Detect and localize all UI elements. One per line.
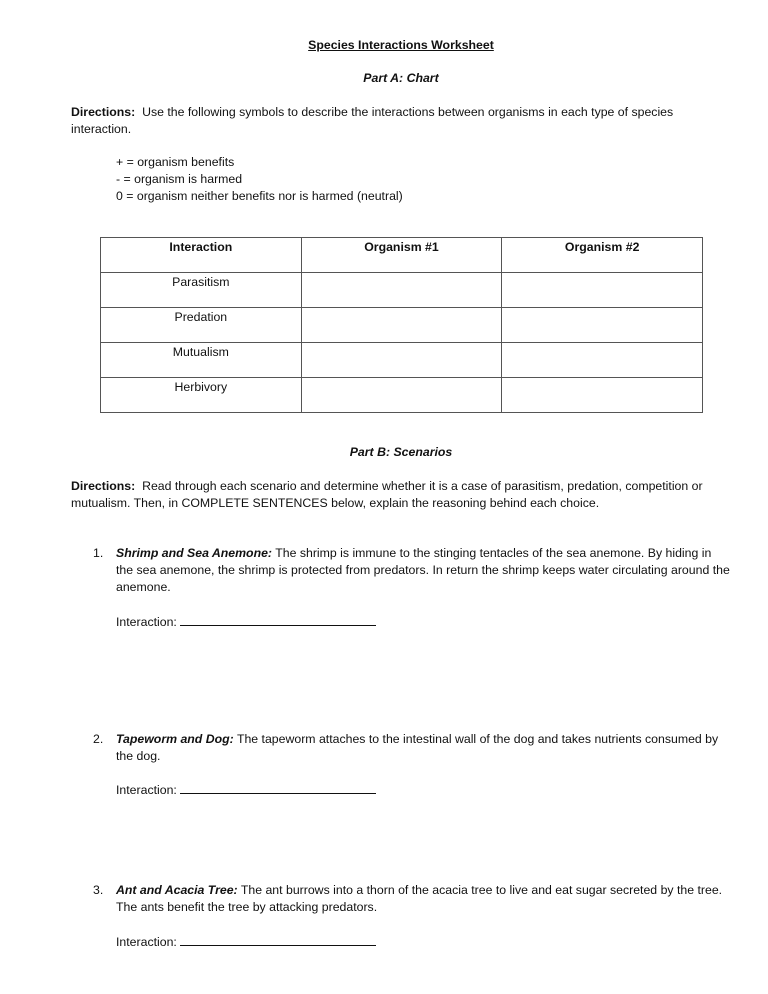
table-row bbox=[101, 378, 703, 413]
interaction-chart bbox=[100, 237, 703, 413]
scenario-number: 1. bbox=[93, 546, 104, 560]
cell-organism-1[interactable] bbox=[301, 308, 502, 343]
scenario-text bbox=[116, 731, 731, 765]
scenario-lead: Ant and Acacia Tree: bbox=[116, 883, 238, 897]
cell-interaction: Herbivory bbox=[101, 378, 302, 413]
cell-interaction: Parasitism bbox=[101, 273, 302, 308]
scenario-text bbox=[116, 545, 731, 596]
answer-blank[interactable] bbox=[180, 781, 376, 794]
part-b-heading: Part B: Scenarios bbox=[349, 445, 453, 459]
cell-interaction: Predation bbox=[101, 308, 302, 343]
worksheet-title: Species Interactions Worksheet bbox=[308, 38, 494, 52]
part-a-directions bbox=[71, 104, 731, 138]
scenario-number: 3. bbox=[93, 883, 104, 897]
cell-interaction: Mutualism bbox=[101, 343, 302, 378]
cell-organism-1[interactable] bbox=[301, 343, 502, 378]
scenario-text bbox=[116, 882, 731, 916]
scenario-number: 2. bbox=[93, 732, 104, 746]
table-row bbox=[101, 273, 703, 308]
interaction-label: Interaction: bbox=[116, 935, 177, 949]
cell-organism-1[interactable] bbox=[301, 378, 502, 413]
cell-organism-2[interactable] bbox=[502, 308, 703, 343]
symbol-neutral: 0 = organism neither benefits nor is harmed (neutral) bbox=[116, 189, 403, 203]
directions-text: Use the following symbols to describe the interactions between organisms in each type of species interaction. bbox=[71, 105, 674, 136]
chart-header-row bbox=[101, 238, 703, 273]
interaction-label: Interaction: bbox=[116, 783, 177, 797]
interaction-answer-1 bbox=[116, 613, 376, 631]
cell-organism-2[interactable] bbox=[502, 273, 703, 308]
part-b-directions bbox=[71, 478, 731, 512]
header-interaction: Interaction bbox=[101, 238, 302, 273]
interaction-label: Interaction: bbox=[116, 615, 177, 629]
scenario-description: The ant burrows into a thorn of the acacia tree to live and eat sugar secreted by the tree. The ants benefit the tree by attacking predators. bbox=[116, 883, 723, 914]
directions-label: Directions: bbox=[71, 479, 136, 493]
header-organism-2: Organism #2 bbox=[502, 238, 703, 273]
cell-organism-2[interactable] bbox=[502, 343, 703, 378]
part-a-heading: Part A: Chart bbox=[363, 71, 439, 85]
symbol-benefits: + = organism benefits bbox=[116, 155, 235, 169]
directions-label: Directions: bbox=[71, 105, 136, 119]
answer-blank[interactable] bbox=[180, 613, 376, 626]
scenario-lead: Shrimp and Sea Anemone: bbox=[116, 546, 273, 560]
symbol-harmed: - = organism is harmed bbox=[116, 172, 243, 186]
interaction-answer-2 bbox=[116, 781, 376, 799]
cell-organism-2[interactable] bbox=[502, 378, 703, 413]
cell-organism-1[interactable] bbox=[301, 273, 502, 308]
answer-blank[interactable] bbox=[180, 933, 376, 946]
directions-text: Read through each scenario and determine whether it is a case of parasitism, predation, competition or mutualism. Then, in COMPLETE SENTENCES below, explain the reasoning behind each choice. bbox=[71, 479, 703, 510]
scenario-description: The tapeworm attaches to the intestinal wall of the dog and takes nutrients consumed by the dog. bbox=[116, 732, 719, 763]
header-organism-1: Organism #1 bbox=[301, 238, 502, 273]
scenario-description: The shrimp is immune to the stinging tentacles of the sea anemone. By hiding in the sea anemone, the shrimp is protected from predators. In return the shrimp keeps water circulating around the anemone. bbox=[116, 546, 730, 594]
interaction-answer-3 bbox=[116, 933, 376, 951]
scenario-lead: Tapeworm and Dog: bbox=[116, 732, 234, 746]
table-row bbox=[101, 308, 703, 343]
symbol-key bbox=[116, 154, 403, 205]
table-row bbox=[101, 343, 703, 378]
